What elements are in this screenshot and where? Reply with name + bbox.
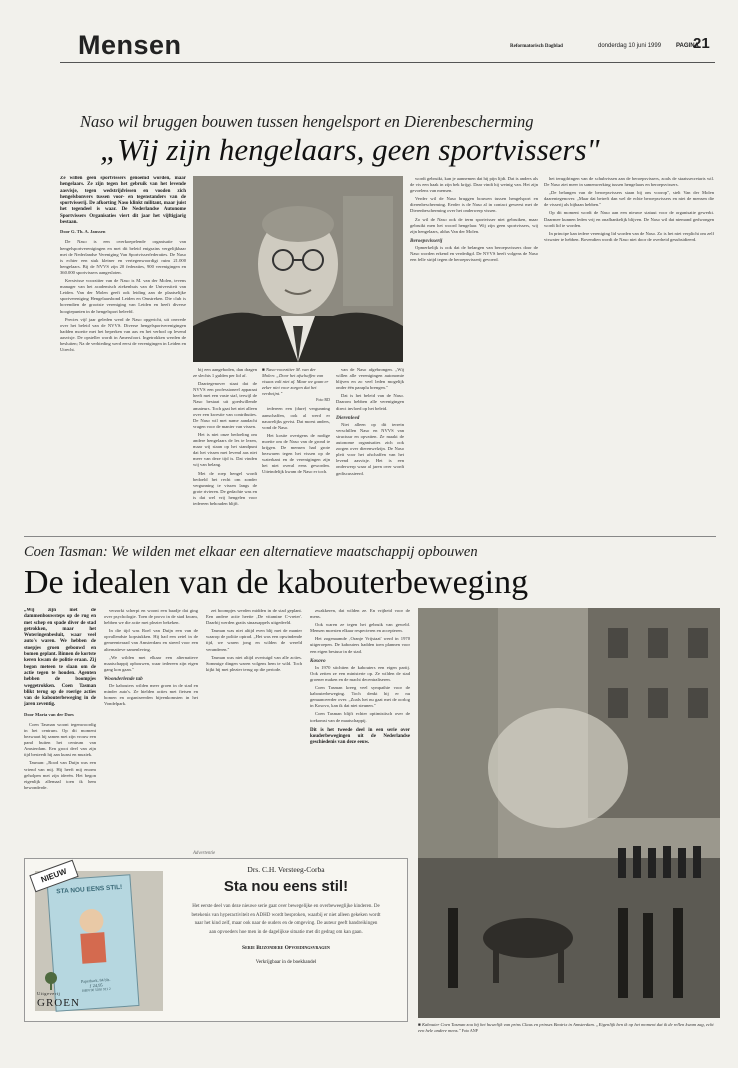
paragraph: Precies vijf jaar geleden werd de Naso opgericht, uit onvrede over het beleid van de NVVS. Diverse hengelsportverenigingen hadden moeite met het beperken van aas en het verbod op levend aasvisje. De opsteller wordt in Amersfoort. Ingetrokken werden de besluiten; Na de verbieding werd eerst de verenigingen in Leiden en Utrecht.	[60, 316, 186, 353]
issue-date: donderdag 10 juni 1999	[598, 43, 662, 49]
article1-column-5	[410, 176, 538, 526]
paragraph: De kabouters wilden meer groen in de stad en minder auto's. Ze hielden acties met fietsen en bomen en organiseerden bijeenkomsten in het Vondelpark.	[104, 683, 198, 707]
article1-byline: Door G. Th. A. Janssen	[60, 229, 106, 235]
tree-logo-icon	[41, 971, 61, 991]
paragraph: Tasman was niet altijd overtuigd van alle acties. Sommige dingen waren volgens hem te wild. Toch kijkt hij met plezier terug op die periode.	[206, 654, 302, 672]
paragraph: „De belangen van de beroepsvissers staan bij ons voorop", stelt Van der Molen daarentegenover. „Maar dat betreft dan wel de echte beroepsvissers en niet de mensen die de visserij als bijbaan hebben."	[544, 190, 714, 208]
paragraph: Niet alleen op dit terrein verschillen Naso en NVVS van structuur en opvatten. Ze maakt de autonome organisaties zich ook zorgen over dierenwelzijn. De Naso pleit voor het afschaffen van het levend aasvisje. Het is een onderwerp waar al jaren over wordt gediscussieerd.	[336, 421, 404, 476]
paragraph: Verder wil de Naso bruggen bouwen tussen hengelsport en dierenbescherming. Eerder is de Naso al in contact geweest met de Dierenbescherming over het onderwerp vissen.	[410, 196, 538, 214]
paragraph: bij een aangeboden, dan dragen ze slechts 1 gulden per lid af.	[193, 367, 257, 379]
paragraph: In 1970 stichtten de kabouters een eigen partij. Ook zetten ze een ministerie op. Ze wilden de stad groener maken en de macht decentraliseren.	[310, 664, 410, 682]
column-text	[262, 406, 330, 477]
paragraph: In die tijd was Roel van Duijn een van de opvallendste kopstukken. Hij had een zetel in de gemeenteraad van Amsterdam en streed voor een alternatieve samenleving.	[104, 628, 198, 652]
article2-photo	[418, 608, 720, 1018]
paragraph: wordt gebruikt, kan je aannemen dat hij pijn lijdt. Dat is anders als de vis een haak in zijn bek krijgt. Daar vindt hij weinig van. Het zijn gevoelens van mensen.	[410, 176, 538, 194]
paragraph: Kerstvisse voorzitter van de Naso is M. van der Molen, tevens manager van het academisch ziekenhuis van de Universiteit van Leiden. Van der Molen geeft ook leiding aan de plaatselijke sportvereniging Hengelaarsbond Leiden en Omstreken. Die club is bovendien de grootste vereniging van Leiden en heeft diverse hoogtepunten in de hengelsport beleefd.	[60, 278, 186, 314]
book-cover-title: STA NOU EENS STIL!	[56, 883, 123, 896]
ad-title: Sta nou eens stil!	[223, 878, 349, 895]
ad-availability: Verkrijgbaar in de boekhandel	[255, 960, 317, 965]
section-rule	[60, 62, 715, 63]
paragraph: Daartegenover staat dat de NVVS een professioneel apparaat heeft met een vaste staf, terwijl de Naso bestaat uit goedwillende amateurs. Toch gaat het niet alleen over een kwestie van contributies. De Naso wil met name aandacht vragen voor de manier van vissen.	[193, 381, 257, 429]
paragraph: Het is niet onze bedoeling om andere hengelaars de les te lezen, maar wij staan op het standpunt dat het vissen met levend aas niet meer van deze tijd is. Dat vinden wij van belang.	[193, 431, 257, 468]
child-illustration	[49, 890, 136, 976]
subheading: Kosovo	[310, 657, 326, 664]
new-badge: NIEUW	[29, 860, 78, 893]
ad-series: Serie Bijzondere Opvoedingsvragen	[242, 945, 330, 951]
photo-caption: ■ Naso-voorzitter M. van der Molen: „Door het afschaffen van visaas valt niet af. Maar we gaan er zeker niet voor zorgen dat het verdwijnt." Foto RD	[262, 367, 330, 402]
paper-name: Reformatorisch Dagblad	[510, 44, 563, 49]
paragraph: Op dit moment wordt de Naso aan een nieuwe statuut voor de organisatie gewerkt. Daarmee kunnen leden vrij en onafhankelijk blijven. De Naso wil dat niemand gedwongen wordt lid te worden.	[544, 210, 714, 228]
paragraph: In principe kan iedere vereniging lid worden van de Naso. Zo is het niet verplicht om zelf viswater te hebben. Bovendien wordt de Naso niet door de overheid gesubsidieerd.	[544, 230, 714, 242]
ad-copy	[171, 865, 401, 965]
paragraph: De Naso is een overkoepelende organisatie van hengelsportverenigingen en met dit beleid enigszins vergelijkbaar met de Nederlandse Vereniging Van Sportvisserfederaties. De Naso is echter een stuk kleiner en vertegenwoordigt ruim 21.000 hengelaars. Bij de NVVS zijn 20 federaties, 900 verenigingen en 360.000 sportvissers aangesloten.	[60, 239, 186, 275]
paragraph: Tasman: „Rood van Duijn was een vriend van mij. Hij heeft mij enorm geholpen met zijn ideeën. Het begon eigenlijk allemaal toen ik hem bewonderde.	[24, 760, 96, 790]
paragraph: Dat is het beleid van de Naso. Daarom hebben alle verenigingen direct invloed op het beleid.	[336, 393, 404, 411]
paragraph: Zo wil de Naso ook de term sportvisser niet gebruiken, maar gebruikt men het woord hengelaar. Wij zijn geen sportvissers, wij zijn hengelaars, aldus Van der Molen.	[410, 216, 538, 234]
publisher-prefix: Uitgeverij	[37, 991, 61, 996]
article2-column-1	[24, 608, 96, 846]
article1-column-6	[544, 176, 714, 526]
paragraph: van de Naso afgebrongen. „Wij willen alle verenigingen autonomie blijven en zo veel leden mogelijk onder één paraplu brengen."	[336, 367, 404, 391]
article2-lead: „Wij zijn met de dammenbouwsteps op de rug en met schep en spade diver de stad getrokken, maar het Woteringenbesluit, waar veel auto's waren. We hebben de stoepjes groen gebouwd en bomen geplant. Binnen de kortste keren kwam de politie eraan. Zij begon meteen te slaan om de actie tegen te houden. Agenten hebben de boompjes weggetrokken. Coen Tasman blikt terug op de roerige acties van de kabouterbeweging in de jaren zeventig.	[24, 608, 96, 708]
article2-kicker: Coen Tasman: We wilden met elkaar een alternatieve maatschappij opbouwen	[24, 544, 478, 560]
caption-credit: Foto RD	[316, 396, 330, 402]
paragraph: „We wilden met elkaar een alternatieve maatschappij opbouwen, waar iedereen zijn eigen gang kon gaan."	[104, 654, 198, 672]
paragraph: iedereen een (dure) vergunning aanschaffen, ook al werd er nauwelijks gevist. Dat moest anders, vond de Naso.	[262, 406, 330, 430]
book-price: ƒ 24,95	[89, 982, 103, 989]
paragraph: Opmerkelijk is ook dat de belangen van beroepsvissers door de Naso worden erkend en verdedigd. De NVVS heeft volgens de Naso een felle strijd tegen de beroepsvisserij gevoerd.	[410, 244, 538, 263]
article1-column-3	[262, 367, 330, 527]
article1-column-4	[336, 367, 404, 527]
portrait-photo	[193, 176, 403, 362]
advertisement-label: Advertentie	[190, 851, 218, 856]
subheading: Woonderlende tab	[104, 675, 143, 682]
advertisement	[24, 858, 408, 1022]
caption-marker: ■	[418, 1022, 422, 1027]
article1-kicker: Naso wil bruggen bouwen tussen hengelsport en Dierenbescherming	[80, 112, 534, 131]
ad-body: Het eerste deel van deze nieuwe serie gaat over bewegelijke en overbeweeglijke kinderen. De betekenis van hyperactiviteit en ADHD wordt besproken, waarbij er niet alleen gekeken wordt naar het kind zelf, maar ook naar de ouders en de omgeving. De auteur geeft handreikingen aan opvoeders hoe men in de dagelijkse situatie met dit gedrag om kan gaan.	[191, 904, 381, 935]
paragraph: Coen Tasman kreeg veel sympathie voor de kabouterbeweging. Toch denkt hij er nu genuanceerder over. „Zoals het nu gaat met de oorlog in Kosovo, kan ik dat niet steunen."	[310, 685, 410, 709]
paragraph: Met de roep hengel wordt bedoeld het recht om zonder vergunning te vissen langs de grote rivieren. De gedachte was en is dat wel vrij hengelen voor iedereen behouden blijft.	[193, 470, 257, 506]
subheading: Dierenleed	[336, 414, 360, 421]
article1-column-1	[60, 176, 186, 526]
paragraph: verzorkt scherpt en woont een baadje dat ging over psychologie. Toen de provo in de stad kwam, hebben we die actie met plezier bekeken.	[104, 608, 198, 626]
article1-column-2	[193, 367, 257, 527]
ad-author: Drs. C.H. Versteeg-Corba	[247, 865, 325, 874]
paragraph: het terugdringen van de schubvissen aan de beroepsvissers, zoals de staatssecretaris wil. De Naso ziet meer in samenwerking tussen hengelaars en beroepsvissers.	[544, 176, 714, 188]
caption-credit: Foto ANP	[461, 1027, 478, 1033]
article1-headline: „Wij zijn hengelaars, geen sportvissers"	[100, 132, 600, 167]
paragraph: Tasman was niet altijd even blij met de manier waarop de politie optrad. „Het was een opwindende tijd, we waren jong en wilden de wereld veranderen."	[206, 628, 302, 652]
book-image	[46, 874, 139, 1012]
paragraph: Coen Tasman woont tegenwoordig in het centrum. Op dit moment bezwaart hij samen met zijn vrouw een pand buiten het centrum van Amsterdam. Een groot deel van zijn tijd besteedt hij aan kunst en muziek.	[24, 721, 96, 758]
page-label: PAGINA	[676, 43, 699, 49]
article1-lead: Ze willen geen sportvissers genoemd worden, maar hengelaars. Ze zijn tegen het gebruik van het levende aasvisje, tegen wedstrijdvissen en vooden zich hengelsbonvers tussen voor- en tegenstanders van de sportvisserij. De afkorting Naso klinkt militant, maar juist het tegendeel is waar. De Nederlandse Autonome Sportvissers Organisaties viert dit jaar het vijftigjarig bestaan.	[60, 176, 186, 226]
book-cover	[35, 866, 163, 1011]
paragraph: Coen Tasman blijft echter optimistisch over de toekomst van de maatschappij.	[310, 711, 410, 723]
article1-photo	[193, 176, 403, 362]
paragraph: zet boompjes werden midden in de stad geplant. Een andere actie heette ‚De vitamine C‑vreter'. Daarbij werden gratis sinaasappels uitgedeeld.	[206, 608, 302, 626]
subheading: Beroepsvisserij	[410, 237, 443, 244]
book-isbn: ISBN 90 5030 911 2	[81, 986, 111, 993]
paragraph: Het kostte overigens de nodige moeite om de Naso van de grond te krijgen. De mensen had grote bezwaren tegen het vissen op de waterkant en de verenigingen zijn het niet overal eens geworden. Uiteindelijk kwam de Naso er toch.	[262, 432, 330, 475]
article2-photo-caption: ■ Kabouter Coen Tasman zou bij het huwelijk van prins Claus en prinses Beatrix in Amsterdam. „Eigenlijk ben ik op het moment dat ik de rellen kwam zag, echt een hele andere mens." Foto ANP	[418, 1022, 714, 1033]
caption-marker: ■	[262, 367, 266, 372]
street-scene-photo	[418, 608, 720, 1018]
book-format: Paperback, 84 blz.	[80, 976, 111, 984]
article-divider	[24, 536, 716, 537]
publisher-name: GROEN	[37, 997, 80, 1009]
section-title: Mensen	[78, 30, 182, 60]
article2-byline: Door Maria van der Does	[24, 711, 74, 717]
series-note: Dit is het tweede deel in een serie over kouderbewegingen uit de Nederlandse geschiedenis van deze eeuw.	[310, 727, 410, 746]
paragraph: Ook waren ze tegen het gebruik van geweld. Mensen moesten elkaar respecteren en accepteren.	[310, 622, 410, 634]
page-number: 21	[693, 35, 710, 52]
article2-column-3	[206, 608, 302, 846]
paragraph: Het zogenaamde ‚Oranje Vrijstaat' werd in 1970 uitgeroepen. De kabouters hadden toen plannen voor een eigen bestuur in de stad.	[310, 636, 410, 654]
paragraph: zwakkeren, dat wilden ze. En vrijheid voor de mens.	[310, 608, 410, 620]
article2-column-2	[104, 608, 198, 846]
article2-headline: De idealen van de kabouterbeweging	[24, 564, 529, 601]
